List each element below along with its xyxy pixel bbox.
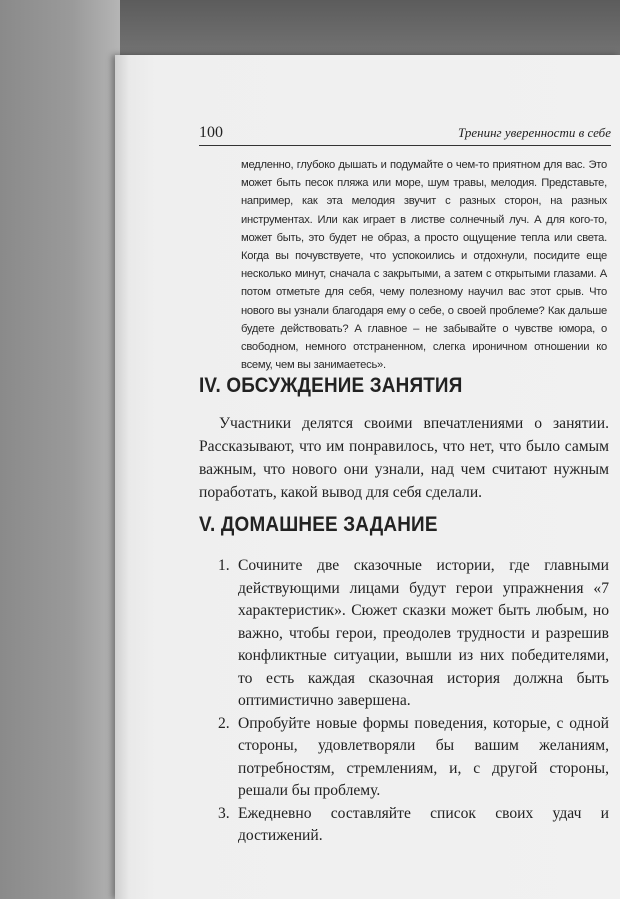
running-title: Тренинг уверенности в себе	[457, 125, 611, 140]
list-item-number: 1.	[218, 557, 230, 574]
homework-list	[199, 555, 609, 848]
list-item	[199, 803, 609, 848]
list-item-text: Ежедневно составляйте список своих удач и достижений.	[238, 804, 609, 844]
list-item	[199, 555, 609, 713]
section-heading-discussion: IV. ОБСУЖДЕНИЕ ЗАНЯТИЯ	[199, 374, 463, 397]
list-item	[199, 713, 609, 803]
section-heading-homework: V. ДОМАШНЕЕ ЗАДАНИЕ	[199, 513, 438, 536]
background-left	[0, 0, 120, 899]
page-number: 100	[199, 124, 223, 141]
list-item-text: Опробуйте новые формы поведения, которые, с одной стороны, удовлетворяли бы вашим желаниям, потребностям, стремлениям, и, с другой стороны, решали бы проблему.	[238, 714, 609, 799]
list-item-number: 2.	[218, 714, 230, 732]
page-header	[199, 121, 611, 146]
discussion-paragraph: Участники делятся своими впечатлениями о занятии. Рассказывают, что им понравилось, что нет, что было самым важным, что нового они узнали, над чем считают нужным поработать, какой вывод для себя сделали.	[199, 415, 609, 501]
intro-paragraph: медленно, глубоко дышать и подумайте о чем-то приятном для вас. Это может быть песок пляжа или море, шум травы, мелодия. Представьте, например, как эта мелодия звучит с разных сторон, на разных инструментах. Или как играет в листве солнечный луч. А для кого-то, может быть, это будет не образ, а просто ощущение тепла или света. Когда вы почувствуете, что успокоились и отдохнули, посидите еще несколько минут, сначала с закрытыми, а затем с открытыми глазами. А потом отметьте для себя, чему полезному научил вас этот срыв. Что нового вы узнали благодаря ему о себе, о своей проблеме? Как дальше будете действовать? А главное – не забывайте о чувстве юмора, о свободном, немного отстраненном, слегка ироничном отношении ко всему, чем вы занимаетесь».	[241, 159, 607, 372]
list-item-number: 3.	[218, 804, 230, 822]
list-item-text: Сочините две сказочные истории, где главными действующими лицами будут герои упражнения «7 характеристик». Сюжет сказки может быть любым, но важно, чтобы герои, преодолев трудности и разрешив конфликтные ситуации, вышли из них победителями, то есть каждая сказочная история должна быть оптимистично завершена.	[238, 557, 609, 709]
